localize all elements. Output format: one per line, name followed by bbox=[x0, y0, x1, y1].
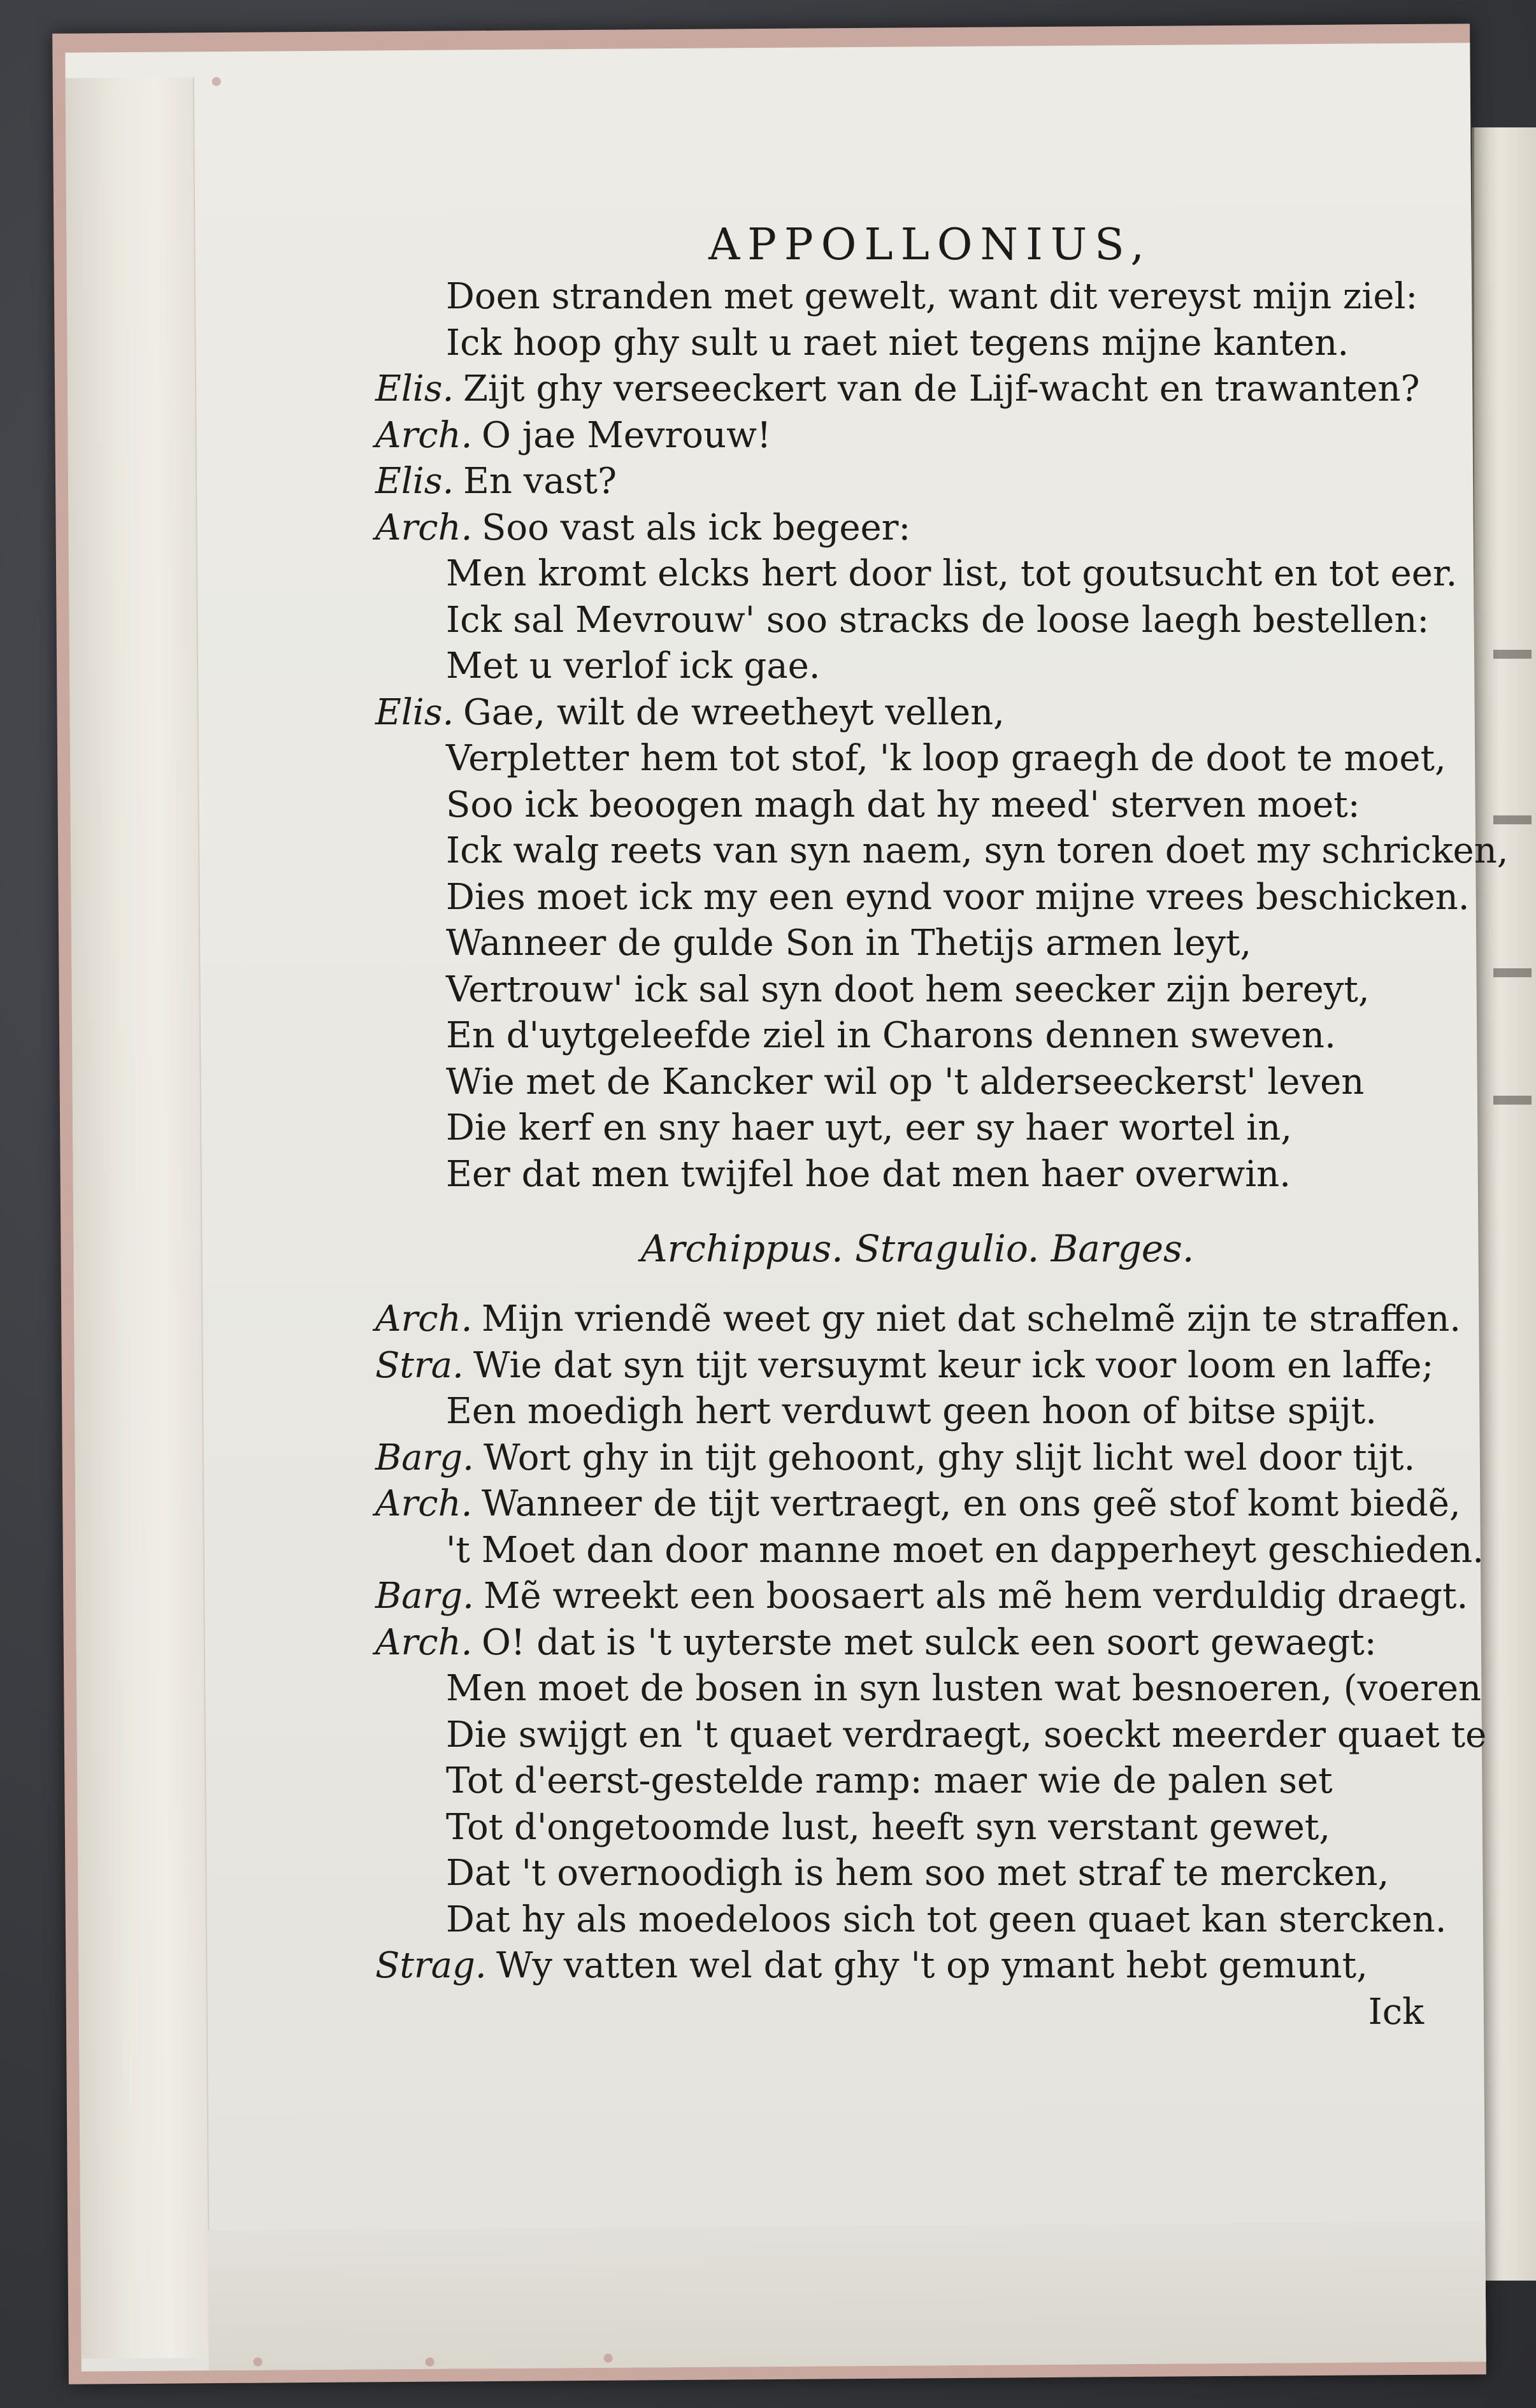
verse-line bbox=[375, 1573, 1468, 1620]
verse-text: Ick hoop ghy sult u raet niet tegens mijne kanten. bbox=[446, 322, 1349, 364]
page-edge-strip bbox=[66, 77, 210, 2358]
verse-text: Men kromt elcks hert door list, tot goutsucht en tot eer. bbox=[446, 553, 1458, 594]
verse-text: Dies moet ick my een eynd voor mijne vrees beschicken. bbox=[446, 876, 1470, 918]
verse-text: Doen stranden met gewelt, want dit vereyst mijn ziel: bbox=[446, 276, 1418, 317]
verse-line bbox=[376, 643, 1459, 690]
verse-line bbox=[376, 690, 1459, 736]
verse-text: Een moedigh hert verduwt geen hoon of bitse spijt. bbox=[446, 1391, 1377, 1432]
verse-line bbox=[376, 1851, 1459, 1897]
verse-text: En d'uytgeleefde ziel in Charons dennen sweven. bbox=[446, 1015, 1336, 1056]
verse-text: Ick walg reets van syn naem, syn toren doet my schricken, bbox=[446, 830, 1509, 871]
speaker-label: Arch. bbox=[375, 1621, 473, 1663]
verse-text: Zijt ghy verseeckert van de Lijf-wacht en trawanten? bbox=[463, 368, 1420, 410]
verse-text: Men moet de bosen in syn lusten wat besnoeren, (voeren bbox=[446, 1668, 1482, 1709]
verse-text: Tot d'ongetoomde lust, heeft syn verstant gewet, bbox=[446, 1806, 1331, 1848]
verse-text: Eer dat men twijfel hoe dat men haer overwin. bbox=[446, 1153, 1291, 1195]
verse-line bbox=[376, 1666, 1482, 1712]
verse-text: Dat hy als moedeloos sich tot geen quaet kan stercken. bbox=[446, 1898, 1447, 1940]
speaker-label: Strag. bbox=[375, 1945, 487, 1986]
speaker-label: Arch. bbox=[375, 1483, 473, 1524]
stage-direction: Archippus. Stragulio. Barges. bbox=[640, 1227, 1195, 1270]
verse-text: Ick sal Mevrouw' soo stracks de loose laegh bestellen: bbox=[446, 599, 1430, 641]
verse-text: Tot d'eerst-gestelde ramp: maer wie de palen set bbox=[446, 1760, 1333, 1802]
verse-line bbox=[376, 1620, 1459, 1666]
page-bottom-strip bbox=[208, 2221, 1486, 2370]
verse-line bbox=[376, 1059, 1459, 1106]
verse-text: Wy vatten wel dat ghy 't op ymant hebt gemunt, bbox=[496, 1945, 1368, 1986]
verse-line bbox=[376, 1805, 1459, 1851]
verse-text: Wanneer de gulde Son in Thetijs armen leyt, bbox=[446, 922, 1252, 964]
verse-text: 't Moet dan door manne moet en dapperheyt geschieden. bbox=[446, 1529, 1484, 1571]
verse-line bbox=[376, 1343, 1459, 1389]
verse-text: Die swijgt en 't quaet verdraegt, soeckt meerder quaet te bbox=[446, 1714, 1487, 1756]
verse-text: Met u verlof ick gae. bbox=[446, 645, 821, 687]
speaker-label: Stra. bbox=[375, 1344, 464, 1386]
verse-line bbox=[376, 828, 1509, 875]
speaker-label: Elis. bbox=[375, 461, 454, 502]
verse-text: Die kerf en sny haer uyt, eer sy haer wortel in, bbox=[446, 1107, 1293, 1149]
verse-line bbox=[376, 320, 1459, 367]
verse-text: Mẽ wreekt een boosaert als mẽ hem verduldig draegt. bbox=[484, 1575, 1468, 1617]
verse-block-1 bbox=[375, 274, 1509, 1198]
speaker-label: Barg. bbox=[375, 1437, 474, 1479]
verse-line bbox=[376, 366, 1459, 413]
speaker-label: Elis. bbox=[375, 691, 454, 733]
speaker-label: Arch. bbox=[375, 1298, 473, 1340]
speaker-label: Elis. bbox=[375, 368, 454, 410]
verse-line bbox=[376, 1105, 1459, 1152]
verse-line bbox=[376, 1528, 1484, 1574]
verse-block-2 bbox=[375, 1296, 1487, 1989]
verse-line bbox=[376, 1152, 1459, 1198]
verse-text: Wie met de Kancker wil op 't alderseeckerst' leven bbox=[446, 1061, 1365, 1103]
verse-text: En vast? bbox=[463, 461, 617, 502]
verse-line bbox=[376, 1758, 1459, 1805]
speaker-label: Barg. bbox=[375, 1575, 474, 1617]
verse-text: Wanneer de tijt vertraegt, en ons geẽ stof komt biedẽ, bbox=[482, 1483, 1461, 1524]
verse-line bbox=[376, 1897, 1459, 1944]
verse-line bbox=[376, 1389, 1459, 1435]
verse-line bbox=[376, 782, 1459, 829]
verse-text: Soo vast als ick begeer: bbox=[482, 506, 911, 548]
catchword: Ick bbox=[1368, 1991, 1424, 2033]
verse-line bbox=[376, 1712, 1487, 1759]
verse-text: Soo ick beoogen magh dat hy meed' sterven moet: bbox=[446, 784, 1360, 826]
verse-line bbox=[376, 736, 1459, 782]
verse-line bbox=[376, 274, 1459, 320]
verse-line bbox=[376, 598, 1459, 644]
speaker-label: Arch. bbox=[375, 506, 473, 548]
verse-text: Verpletter hem tot stof, 'k loop graegh de doot te moet, bbox=[446, 738, 1446, 779]
verse-text: Wort ghy in tijt gehoont, ghy slijt licht wel door tijt. bbox=[484, 1437, 1416, 1479]
verse-line bbox=[376, 551, 1459, 598]
verse-line bbox=[376, 1943, 1459, 1989]
verse-line bbox=[376, 1013, 1459, 1059]
verse-text: Vertrouw' ick sal syn doot hem seecker zijn bereyt, bbox=[446, 968, 1370, 1010]
running-head: APPOLLONIUS, bbox=[708, 220, 1152, 270]
verse-text: O! dat is 't uyterste met sulck een soort gewaegt: bbox=[482, 1621, 1377, 1663]
verse-text: Gae, wilt de wreetheyt vellen, bbox=[463, 691, 1005, 733]
verse-line bbox=[376, 875, 1470, 921]
verse-text: O jae Mevrouw! bbox=[482, 414, 772, 456]
verse-line bbox=[376, 1435, 1459, 1482]
verse-line bbox=[376, 967, 1459, 1014]
verse-line bbox=[376, 413, 1459, 459]
verse-line bbox=[376, 1481, 1459, 1528]
verse-text: Mijn vriendẽ weet gy niet dat schelmẽ zijn te straffen. bbox=[482, 1298, 1461, 1340]
verse-text: Wie dat syn tijt versuymt keur ick voor loom en laffe; bbox=[473, 1344, 1434, 1386]
speaker-label: Arch. bbox=[375, 414, 473, 456]
page-text bbox=[375, 217, 1509, 2035]
verse-line bbox=[376, 505, 1459, 552]
verse-text: Dat 't overnoodigh is hem soo met straf te mercken, bbox=[446, 1853, 1389, 1894]
verse-line bbox=[376, 921, 1459, 967]
verse-line bbox=[376, 1296, 1459, 1343]
verse-line bbox=[376, 459, 1459, 505]
